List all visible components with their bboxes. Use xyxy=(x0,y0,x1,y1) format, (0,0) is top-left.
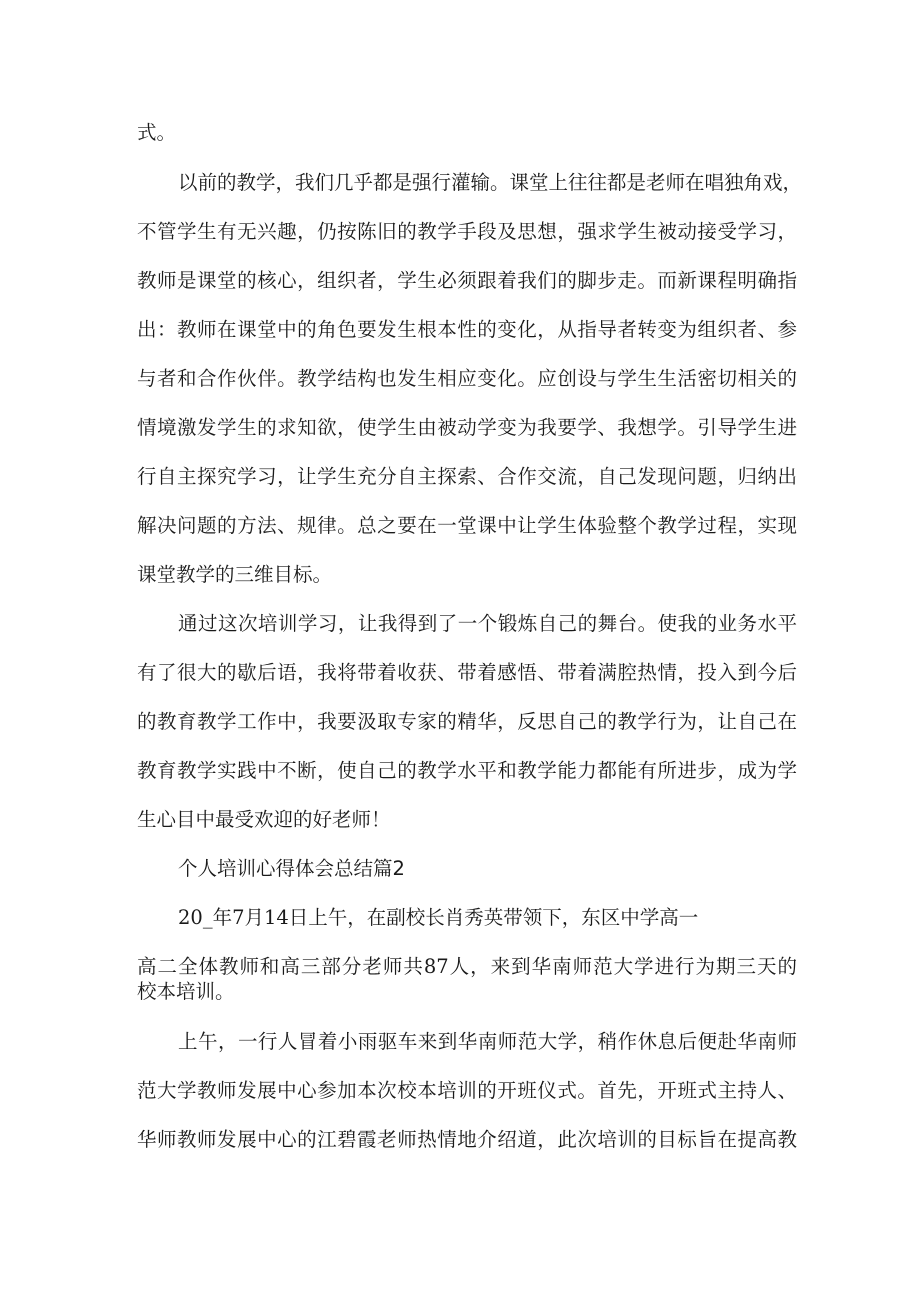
paragraph-line: 华师教师发展中心的江碧霞老师热情地介绍道，此次培训的目标旨在提高教 xyxy=(137,1128,797,1151)
paragraph-line: 生心目中最受欢迎的好老师！ xyxy=(137,808,391,831)
paragraph-line: 出：教师在课堂中的角色要发生根本性的变化，从指导者转变为组织者、参 xyxy=(137,318,797,341)
paragraph-line: 式。 xyxy=(137,121,177,144)
section-heading: 个人培训心得体会总结篇2 xyxy=(178,857,405,880)
paragraph-line: 有了很大的歇后语，我将带着收获、带着感悟、带着满腔热情，投入到今后 xyxy=(137,661,797,684)
paragraph-line: 与者和合作伙伴。教学结构也发生相应变化。应创设与学生生活密切相关的 xyxy=(137,367,797,390)
paragraph-line: 不管学生有无兴趣，仍按陈旧的教学手段及思想，强求学生被动接受学习， xyxy=(137,220,797,243)
paragraph-line: 范大学教师发展中心参加本次校本培训的开班仪式。首先，开班式主持人、 xyxy=(137,1079,797,1102)
paragraph-line: 上午，一行人冒着小雨驱车来到华南师范大学，稍作休息后便赴华南师 xyxy=(178,1030,797,1053)
paragraph-line: 高二全体教师和高三部分老师共87人，来到华南师范大学进行为期三天的 xyxy=(137,955,797,978)
paragraph-line: 20_年7月14日上午，在副校长肖秀英带领下，东区中学高一 xyxy=(178,906,699,929)
paragraph-line: 情境激发学生的求知欲，使学生由被动学变为我要学、我想学。引导学生进 xyxy=(137,416,797,439)
paragraph-line: 以前的教学，我们几乎都是强行灌输。课堂上往往都是老师在唱独角戏， xyxy=(178,171,803,194)
paragraph-line: 行自主探究学习，让学生充分自主探索、合作交流，自己发现问题，归纳出 xyxy=(137,465,797,488)
paragraph-line: 教师是课堂的核心，组织者，学生必须跟着我们的脚步走。而新课程明确指 xyxy=(137,269,797,292)
paragraph-line: 通过这次培训学习，让我得到了一个锻炼自己的舞台。使我的业务水平 xyxy=(178,612,797,635)
paragraph-line: 教育教学实践中不断，使自己的教学水平和教学能力都能有所进步，成为学 xyxy=(137,759,797,782)
paragraph-line: 课堂教学的三维目标。 xyxy=(137,563,333,586)
paragraph-line: 的教育教学工作中，我要汲取专家的精华，反思自己的教学行为，让自己在 xyxy=(137,710,797,733)
paragraph-line: 校本培训。 xyxy=(137,980,235,1003)
paragraph-line: 解决问题的方法、规律。总之要在一堂课中让学生体验整个教学过程，实现 xyxy=(137,514,797,537)
